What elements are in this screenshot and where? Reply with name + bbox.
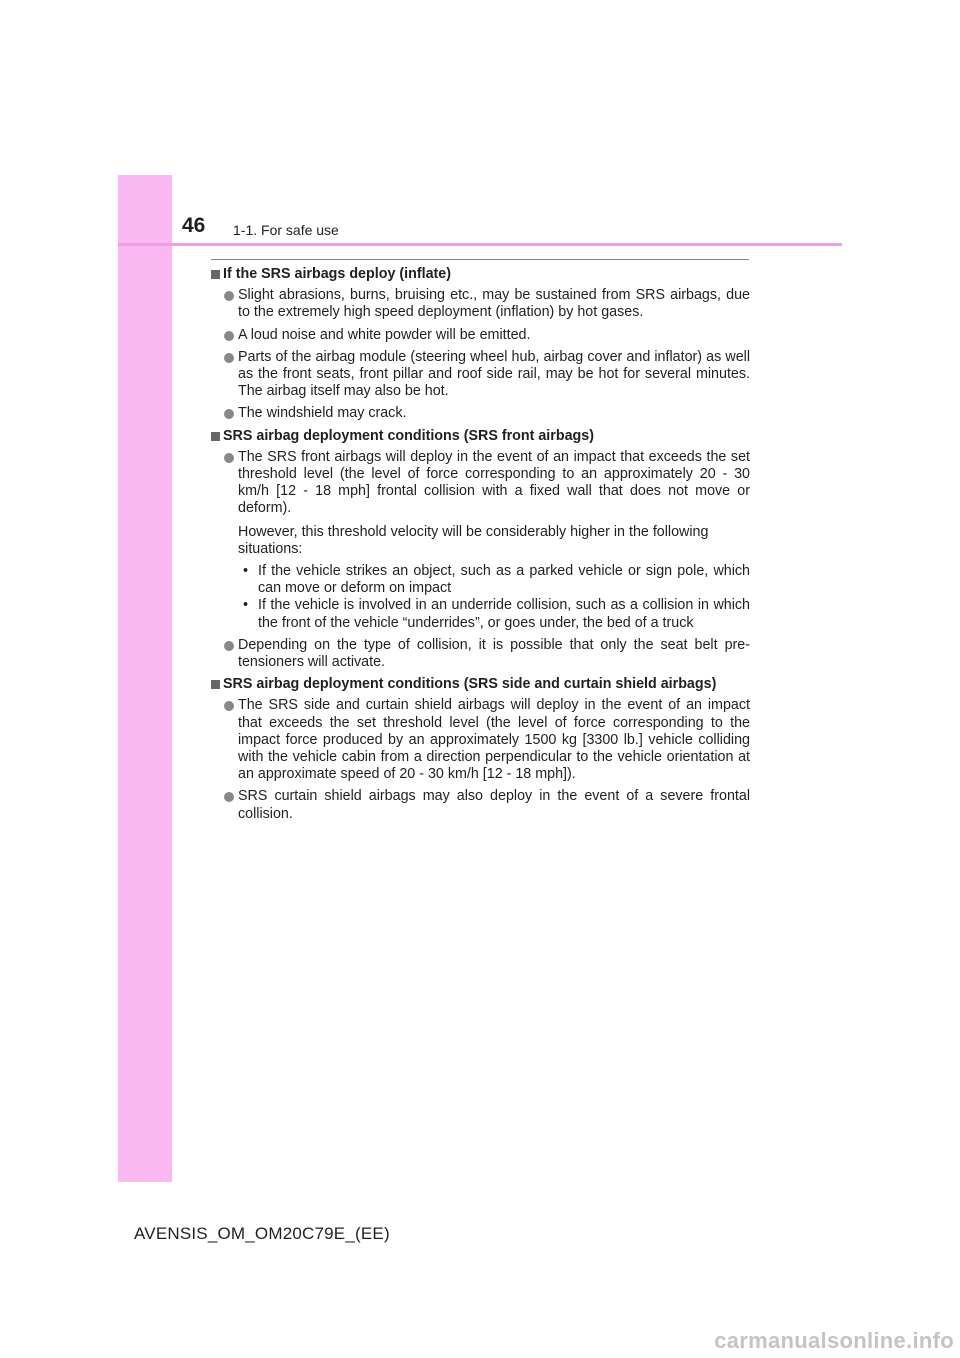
chapter-side-band [118, 175, 172, 1182]
sub-item-text: If the vehicle is involved in an underride collision, such as a collision in which the front of the vehicle “underrides”, or goes under, the bed of a truck [258, 597, 750, 631]
item-text: SRS curtain shield airbags may also deploy in the event of a severe frontal collision. [238, 788, 750, 822]
section-heading [210, 428, 750, 445]
round-bullet-icon [224, 331, 234, 341]
item-text: A loud noise and white powder will be emitted. [238, 326, 531, 343]
sub-list-item [210, 563, 750, 597]
round-bullet-icon [224, 291, 234, 301]
document-code: AVENSIS_OM_OM20C79E_(EE) [134, 1224, 390, 1243]
list-item [210, 697, 750, 783]
list-item [210, 349, 750, 401]
sub-bullet-marker: • [243, 597, 249, 614]
sub-item-text: If the vehicle strikes an object, such as a parked vehicle or sign pole, which can move or deform on impact [258, 563, 750, 597]
header-rule [118, 243, 842, 246]
square-bullet-icon [211, 270, 220, 279]
round-bullet-icon [224, 453, 234, 463]
content-divider [211, 259, 749, 260]
item-text: The windshield may crack. [238, 405, 407, 422]
round-bullet-icon [224, 353, 234, 363]
section-heading [210, 676, 750, 693]
heading-text: SRS airbag deployment conditions (SRS front airbags) [223, 427, 594, 444]
watermark: carmanualsonline.info [714, 1328, 954, 1353]
round-bullet-icon [224, 792, 234, 802]
section-heading [210, 266, 750, 283]
list-item [210, 405, 750, 422]
round-bullet-icon [224, 701, 234, 711]
page-number: 46 [182, 214, 206, 237]
list-item [210, 637, 750, 671]
sub-bullet-marker: • [243, 563, 249, 580]
list-item [210, 449, 750, 518]
item-text: The SRS side and curtain shield airbags will deploy in the event of an impact that exceeds the set threshold level (the level of force corresponding to the impact force produced by an approximately 1500 kg [3300 lb.] vehicle colliding with the vehicle cabin from a direction perpendicular to the vehicle orientation at an approximate speed of 20 - 30 km/h [12 - 18 mph]). [238, 697, 750, 783]
item-text: The SRS front airbags will deploy in the event of an impact that exceeds the set threshold level (the level of force corresponding to an approximately 20 - 30 km/h [12 - 18 mph] frontal collision with a fixed wall that does not move or deform). [238, 448, 750, 517]
list-item [210, 788, 750, 822]
item-text: Slight abrasions, burns, bruising etc., may be sustained from SRS airbags, due to the extremely high speed deployment (inflation) by hot gases. [238, 287, 750, 321]
list-item [210, 287, 750, 321]
page-content [210, 266, 750, 828]
heading-text: SRS airbag deployment conditions (SRS side and curtain shield airbags) [223, 676, 717, 693]
section-title: 1-1. For safe use [233, 222, 339, 238]
item-paragraph: However, this threshold velocity will be considerably higher in the following situations: [238, 523, 709, 557]
square-bullet-icon [211, 680, 220, 689]
sub-list-item [210, 597, 750, 631]
round-bullet-icon [224, 409, 234, 419]
heading-text: If the SRS airbags deploy (inflate) [223, 266, 451, 282]
item-text: Depending on the type of collision, it is possible that only the seat belt pre-tensioners will activate. [238, 636, 750, 671]
square-bullet-icon [211, 432, 220, 441]
item-text: Parts of the airbag module (steering wheel hub, airbag cover and inflator) as well as the front seats, front pillar and roof side rail, may be hot for several minutes. The airbag itself may also be hot. [238, 348, 750, 400]
round-bullet-icon [224, 641, 234, 651]
list-item [210, 327, 750, 344]
